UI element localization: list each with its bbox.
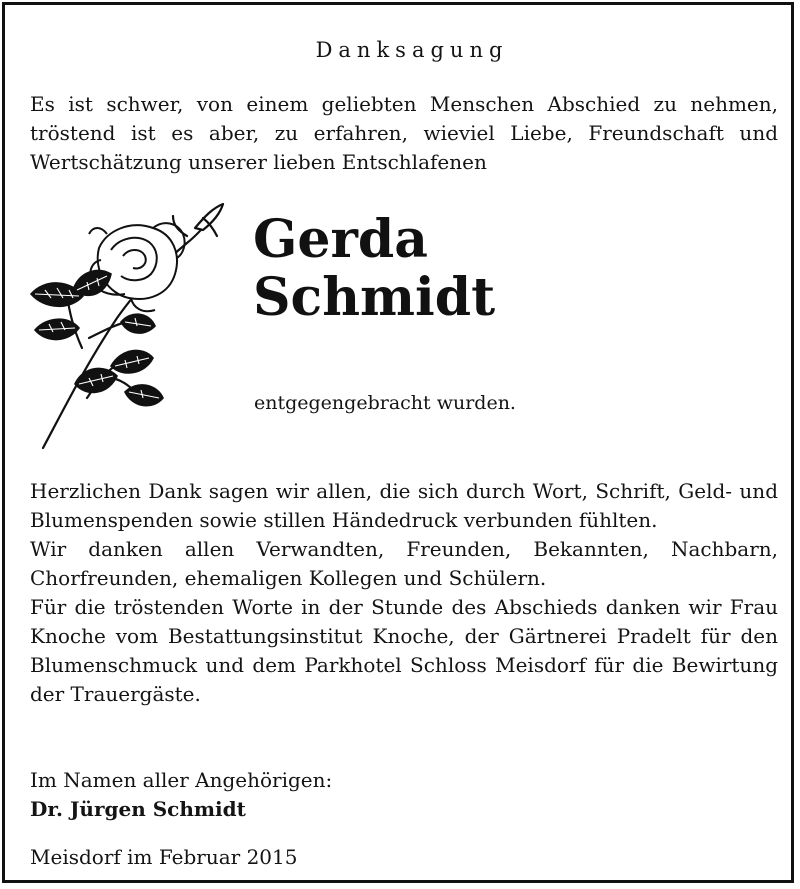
closing-block xyxy=(30,766,332,824)
thanks-paragraph: Für die tröstenden Worte in der Stunde des Abschieds danken wir Frau Knoche vom Bestattungsinstitut Knoche, der Gärtnerei Pradelt für den Blumenschmuck und dem Parkhotel Schloss Meisdorf für die Bewirtung der Trauergäste. xyxy=(30,595,778,706)
intro-continuation: entgegengebracht wurden. xyxy=(254,392,516,414)
place-date: Meisdorf im Februar 2015 xyxy=(30,845,298,869)
notice-heading: Danksagung xyxy=(315,38,509,62)
thanks-paragraph: Herzlichen Dank sagen wir allen, die sich durch Wort, Schrift, Geld- und Blumenspenden sowie stillen Händedruck verbunden fühlten. xyxy=(30,479,778,532)
notice-frame xyxy=(2,2,794,883)
closing-line: Im Namen aller Angehörigen: xyxy=(30,768,333,792)
rose-icon xyxy=(27,198,232,450)
thanks-paragraph: Wir danken allen Verwandten, Freunden, Bekannten, Nachbarn, Chorfreunden, ehemaligen Kollegen und Schülern. xyxy=(30,537,778,590)
signer-name: Dr. Jürgen Schmidt xyxy=(30,797,246,821)
deceased-name xyxy=(253,211,495,327)
deceased-first-name: Gerda xyxy=(253,209,428,270)
intro-text: Es ist schwer, von einem geliebten Menschen Abschied zu nehmen, tröstend ist es aber, zu erfahren, wieviel Liebe, Freundschaft und Wertschätzung unserer lieben Entschlafenen xyxy=(30,92,778,174)
deceased-last-name: Schmidt xyxy=(253,267,496,328)
thanks-body xyxy=(30,477,778,709)
